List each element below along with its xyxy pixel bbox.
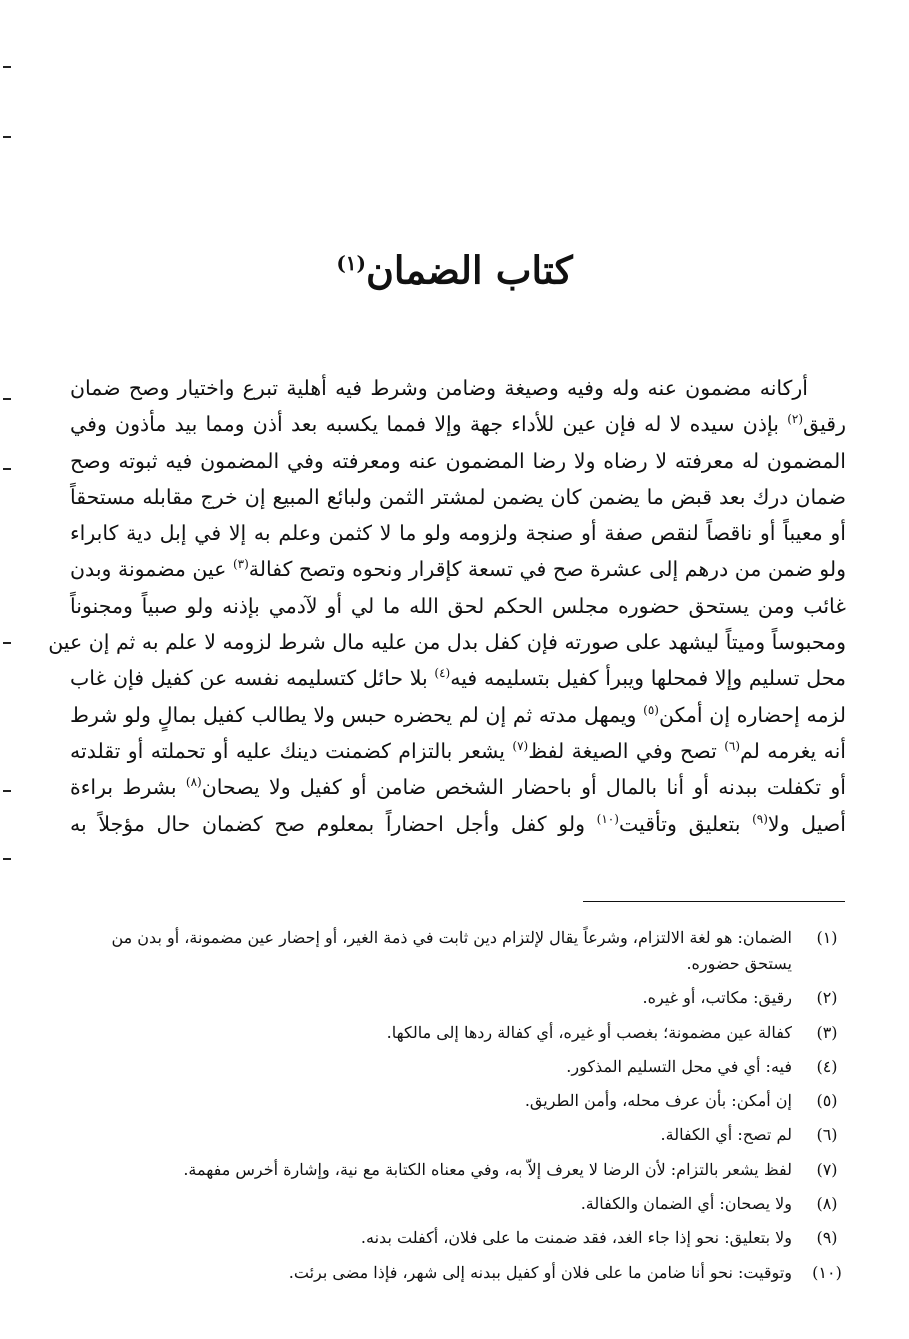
footnote-text: فيه: أي في محل التسليم المذكور.: [566, 1056, 792, 1076]
margin-mark: [3, 398, 11, 400]
footnote-number: (٩): [816, 1228, 838, 1248]
footnote: [70, 1191, 850, 1217]
text-line: [70, 697, 846, 733]
text-segment: بإذن سيده لا له فإن عين للأداء جهة وإلا فمما يكسبه بعد أذن ومما بيد مأذون وفي: [70, 412, 788, 437]
text-segment: يشعر بالتزام كضمنت دينك عليه أو تحملته أو تقلدته: [70, 738, 513, 763]
text-line: [70, 733, 846, 769]
footnote-number: (٦): [816, 1125, 838, 1145]
footnotes-list: [70, 925, 850, 1294]
text-segment: ولو كفل وأجل احضاراً بمعلوم صح كضمان حال مؤجلاً به: [70, 811, 597, 836]
text-line: [70, 806, 846, 842]
footnote-text: الضمان: هو لغة الالتزام، وشرعاً يقال لإلتزام دين ثابت في ذمة الغير، أو إحضار عين مضمونة، أو بدن من يستحق حضوره.: [111, 928, 792, 973]
text-segment: محل تسليم وإلا فمحلها ويبرأ كفيل بتسليمه فيه: [450, 666, 846, 691]
chapter-title-note-ref: (١): [336, 251, 366, 275]
margin-mark: [3, 858, 11, 860]
text-segment: بلا حائل كتسليمه نفسه عن كفيل فإن غاب: [70, 666, 435, 691]
footnote-number: (٣): [816, 1022, 838, 1042]
chapter-title-text: كتاب الضمان: [366, 247, 573, 293]
text-line: أو معيباً أو ناقصاً لنقص صفة أو صنجة ولزومه ولو ما لا كثمن وعلم به إلا في إبل دية كابراء: [70, 521, 846, 546]
margin-mark: [3, 136, 11, 138]
text-segment: أصيل ولا: [767, 811, 846, 836]
footnote-text: ولا يصحان: أي الضمان والكفالة.: [580, 1194, 792, 1214]
footnote-ref: (٢): [787, 412, 804, 427]
footnote-ref: (١٠): [596, 811, 619, 826]
text-line: غائب ومن يستحق حضوره مجلس الحكم لحق الله ما لي أو لآدمي بإذنه ولو صبياً ومجنوناً: [70, 593, 846, 618]
text-segment: بشرط براءة: [70, 775, 186, 800]
text-segment: رقيق: [803, 412, 846, 437]
text-line: ومحبوساً وميتاً ليشهد على صورته فإن كفل بدل من عليه مال شرط لزومه لا علم به ثم إن عين: [48, 630, 846, 655]
text-segment: لزمه إحضاره إن أمكن: [658, 702, 846, 727]
footnote-text: ولا بتعليق: نحو إذا جاء الغد، فقد ضمنت ما على فلان، أكفلت بدنه.: [360, 1228, 792, 1248]
footnote-text: إن أمكن: بأن عرف محله، وأمن الطريق.: [524, 1091, 792, 1111]
footnote: [70, 1122, 850, 1148]
text-segment: عين مضمونة وبدن: [70, 557, 233, 582]
footnote-divider: [583, 901, 845, 902]
footnote-ref: (٧): [512, 739, 529, 754]
footnote-number: (٧): [816, 1159, 838, 1179]
footnote-ref: (٤): [434, 666, 451, 681]
margin-mark: [3, 642, 11, 644]
footnote-text: لم تصح: أي الكفالة.: [660, 1125, 792, 1145]
footnote-text: كفالة عين مضمونة؛ بغصب أو غيره، أي كفالة ردها إلى مالكها.: [386, 1022, 792, 1042]
text-line: [70, 406, 846, 442]
footnote-text: لفظ يشعر بالتزام: لأن الرضا لا يعرف إلاّ به، وفي معناه الكتابة مع نية، وإشارة أخرس مفهمة.: [183, 1159, 792, 1179]
footnote-number: (٨): [816, 1194, 838, 1214]
text-segment: أو تكفلت ببدنه أو أنا بالمال أو باحضار الشخص ضامن أو كفيل ولا يصحان: [201, 775, 846, 800]
text-line: المضمون له معرفته لا رضاه ولا رضا المضمون عنه ومعرفته وفي المضمون فيه ثبوته وصح: [70, 448, 846, 473]
text-segment: ولو ضمن من درهم إلى عشرة صح في تسعة كإقرار ونحوه وتصح كفالة: [248, 557, 846, 582]
footnote-number: (٢): [816, 988, 838, 1008]
footnote-number: (٥): [816, 1091, 838, 1111]
footnote: [70, 925, 850, 977]
text-segment: تصح وفي الصيغة لفظ: [528, 738, 725, 763]
text-segment: بتعليق وتأقيت: [618, 811, 753, 836]
main-text: [48, 370, 846, 842]
footnote: [70, 1260, 850, 1286]
footnote: [70, 1088, 850, 1114]
text-line: [70, 551, 846, 587]
footnote-text: رقيق: مكاتب، أو غيره.: [642, 988, 792, 1008]
footnote-ref: (٦): [724, 739, 741, 754]
footnote-ref: (٥): [643, 702, 659, 717]
footnote: [70, 1054, 850, 1080]
footnote: [70, 1225, 850, 1251]
chapter-title: [0, 238, 909, 296]
text-line: [70, 769, 846, 805]
margin-mark: [3, 66, 11, 68]
text-line: ضمان درك بعد قبض ما يضمن كان يضمن لمشتر الثمن ولبائع المبيع إن خرج مقابله مستحقاً: [70, 484, 846, 509]
footnote: [70, 1020, 850, 1046]
footnote-ref: (٨): [185, 775, 202, 790]
text-line: أركانه مضمون عنه وله وفيه وصيغة وضامن وشرط فيه أهلية تبرع واختيار وصح ضمان: [70, 376, 808, 400]
text-segment: ويمهل مدته ثم إن لم يحضره حبس ولا يطالب كفيل بمالٍ ولو شرط: [70, 702, 644, 727]
footnote-number: (١): [816, 928, 838, 947]
margin-mark: [3, 468, 11, 470]
footnote-ref: (٣): [232, 557, 249, 572]
footnote-number: (١٠): [812, 1262, 842, 1282]
text-line: [70, 660, 846, 696]
text-segment: أنه يغرمه لم: [740, 738, 846, 763]
footnote-text: وتوقيت: نحو أنا ضامن ما على فلان أو كفيل ببدنه إلى شهر، فإذا مضى برئت.: [288, 1262, 792, 1282]
footnote-number: (٤): [816, 1056, 838, 1076]
footnote: [70, 985, 850, 1011]
margin-mark: [3, 790, 11, 792]
footnote-ref: (٩): [752, 811, 768, 826]
footnote: [70, 1157, 850, 1183]
